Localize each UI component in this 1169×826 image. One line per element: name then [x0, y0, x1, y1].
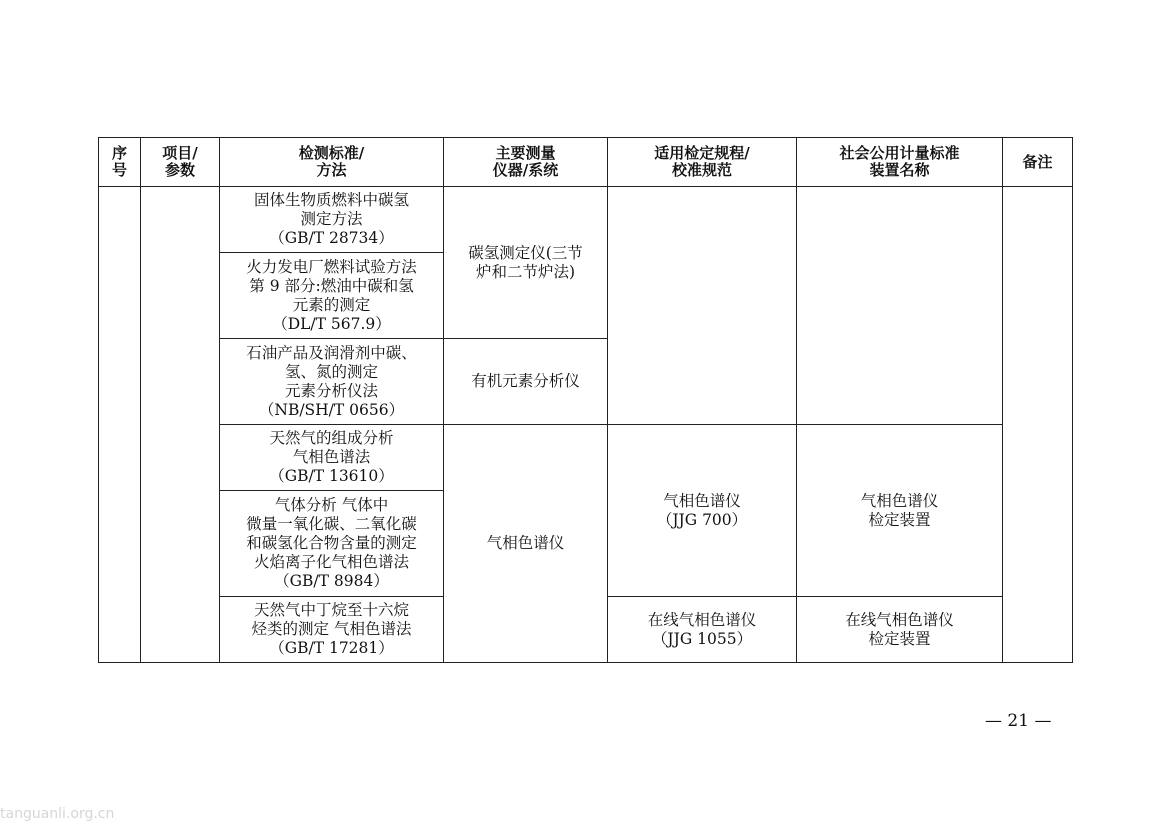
cell-text-line: 仪器/系统 [492, 161, 559, 179]
item-cell [141, 187, 220, 663]
header-device [797, 138, 1003, 187]
standards-table [98, 137, 1073, 663]
cell-text-line: 检测标准/ [298, 144, 365, 162]
cell-text-line: 序 [111, 144, 127, 162]
watermark: tanguanli.org.cn [0, 806, 115, 822]
serial-cell [99, 187, 141, 663]
cell-text-line: 火焰离子化气相色谱法 [253, 553, 409, 571]
cell-text-line: 检定装置 [868, 629, 931, 648]
standard-cell [220, 491, 444, 597]
remark-cell [1003, 187, 1073, 663]
cell-text-line: （JJG 1055） [651, 629, 753, 648]
cell-text-line: （JJG 700） [656, 510, 748, 529]
cell-text-line: 碳氢测定仪(三节 [468, 243, 583, 262]
page-number: — 21 — [985, 711, 1052, 731]
table-row [99, 425, 1073, 491]
standard-cell [220, 187, 444, 253]
cell-text-line: 号 [111, 161, 127, 179]
cell-text-line: 炉和二节炉法) [475, 262, 576, 281]
cell-text-line: 石油产品及润滑剂中碳、 [246, 343, 417, 362]
cell-text-line: 气体分析 气体中 [274, 496, 389, 514]
device-cell [797, 425, 1003, 597]
instrument-cell [444, 425, 608, 663]
header-instrument [444, 138, 608, 187]
cell-text-line: 检定装置 [868, 510, 931, 529]
regulation-cell [608, 597, 797, 663]
cell-text-line: 天然气中丁烷至十六烷 [253, 601, 409, 619]
regulation-cell [608, 187, 797, 425]
cell-text-line: 项目/ [162, 144, 198, 162]
regulation-cell [608, 425, 797, 597]
cell-text-line: 测定方法 [300, 210, 363, 228]
cell-text-line: 主要测量 [495, 144, 556, 162]
cell-text-line: 适用检定规程/ [654, 144, 750, 162]
cell-text-line: 在线气相色谱仪 [647, 610, 757, 629]
header-item [141, 138, 220, 187]
cell-text-line: 和碳氢化合物含量的测定 [246, 534, 417, 552]
header-serial [99, 138, 141, 187]
cell-text-line: （DL/T 567.9） [272, 314, 391, 333]
standard-cell [220, 425, 444, 491]
cell-text-line: 气相色谱仪 [663, 491, 741, 510]
standard-cell [220, 339, 444, 425]
cell-text-line: （GB/T 8984） [274, 572, 389, 590]
cell-text-line: 有机元素分析仪 [471, 372, 580, 390]
instrument-cell [444, 187, 608, 339]
cell-text-line: 在线气相色谱仪 [845, 610, 954, 629]
header-row [99, 138, 1073, 187]
device-cell [797, 597, 1003, 663]
cell-text-line: 备注 [1022, 152, 1053, 171]
cell-text-line: 社会公用计量标准 [839, 144, 960, 162]
cell-text-line: 元素分析仪法 [284, 381, 378, 400]
device-cell [797, 187, 1003, 425]
cell-text-line: 火力发电厂燃料试验方法 [246, 257, 417, 276]
cell-text-line: 装置名称 [869, 161, 930, 179]
table-row [99, 187, 1073, 253]
cell-text-line: 校准规范 [671, 161, 732, 179]
header-regulation [608, 138, 797, 187]
standard-cell [220, 253, 444, 339]
cell-text-line: （GB/T 13610） [269, 467, 394, 485]
cell-text-line: （GB/T 28734） [269, 229, 394, 247]
cell-text-line: 微量一氧化碳、二氧化碳 [246, 515, 417, 533]
cell-text-line: 方法 [316, 161, 347, 179]
cell-text-line: 气相色谱法 [292, 448, 371, 466]
cell-text-line: 参数 [164, 161, 195, 179]
cell-text-line: 天然气的组成分析 [269, 429, 394, 447]
cell-text-line: （NB/SH/T 0656） [258, 400, 405, 419]
cell-text-line: 烃类的测定 气相色谱法 [251, 620, 412, 638]
cell-text-line: 固体生物质燃料中碳氢 [253, 191, 409, 209]
cell-text-line: （GB/T 17281） [269, 639, 394, 657]
cell-text-line: 元素的测定 [292, 295, 371, 314]
cell-text-line: 气相色谱仪 [486, 534, 565, 552]
cell-text-line: 第 9 部分:燃油中碳和氢 [249, 276, 414, 295]
header-remark [1003, 138, 1073, 187]
header-standard [220, 138, 444, 187]
standard-cell [220, 597, 444, 663]
cell-text-line: 气相色谱仪 [860, 491, 939, 510]
instrument-cell [444, 339, 608, 425]
cell-text-line: 氢、氮的测定 [284, 362, 378, 381]
